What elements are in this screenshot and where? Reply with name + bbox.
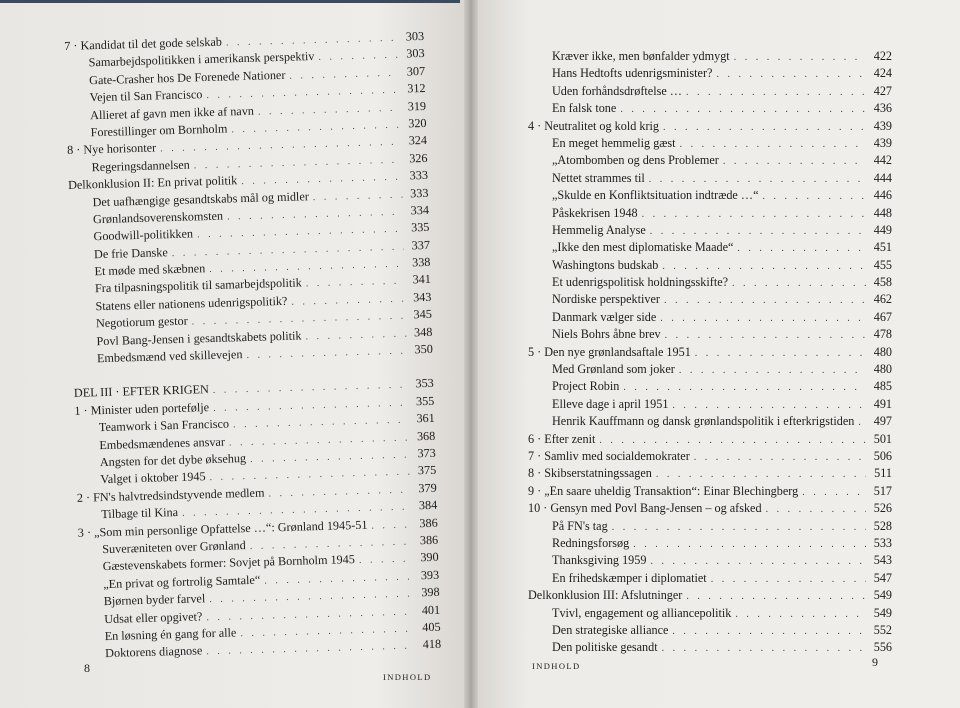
toc-subentry: [528, 257, 892, 274]
dot-leader: [858, 414, 866, 431]
toc-page-number: 324: [408, 133, 428, 148]
toc-entry-title: Gate-Crasher hos De Forenede Nationer: [88, 67, 286, 88]
toc-entry-title: Embedsmændenes ansvar: [99, 434, 226, 452]
toc-entry-title: Tilbage til Kina: [101, 505, 179, 522]
toc-entry-title: DEL III · EFTER KRIGEN: [73, 382, 210, 401]
toc-page-number: 320: [408, 115, 427, 131]
toc-page-number: 303: [406, 46, 425, 61]
dot-leader: [672, 397, 866, 414]
toc-page-number: 373: [417, 445, 436, 461]
toc-subentry: [528, 535, 892, 552]
toc-page-number: 384: [418, 497, 438, 513]
toc-entry-title: Tvivl, engagement og alliancepolitik: [552, 605, 732, 620]
toc-entry-title: Niels Bohrs åbne brev: [552, 327, 661, 342]
toc-entry: [528, 431, 892, 448]
toc-entry-title: En frihedskæmper i diplomatiet: [552, 570, 707, 585]
toc-entry-title: Danmark vælger side: [552, 309, 657, 324]
toc-page-number: 501: [873, 431, 892, 446]
toc-entry-title: Et udenrigspolitisk holdningsskifte?: [552, 275, 729, 290]
toc-entry: [528, 344, 892, 361]
running-head-right: INDHOLD: [532, 661, 581, 671]
toc-entry-title: Elleve dage i april 1951: [552, 396, 669, 411]
toc-page-number: 552: [873, 622, 892, 637]
toc-page-number: 556: [873, 640, 892, 655]
toc-page-number: 319: [407, 98, 427, 113]
dot-leader: [664, 292, 866, 309]
toc-page-number: 467: [873, 309, 892, 324]
toc-page-number: 446: [873, 188, 892, 203]
dot-leader: [680, 136, 866, 153]
toc-entry-title: Angsten for det dybe øksehug: [99, 451, 247, 470]
dot-leader: [612, 519, 866, 536]
running-head-left: INDHOLD: [383, 672, 432, 682]
toc-entry-title: Påskekrisen 1948: [552, 205, 638, 220]
toc-subentry: [528, 65, 892, 82]
toc-entry-title: Den politiske gesandt: [552, 640, 658, 655]
dot-leader: [206, 638, 415, 661]
toc-page-number: 386: [419, 532, 439, 548]
toc-subentry: [528, 187, 892, 204]
dot-leader: [723, 153, 866, 170]
toc-page-number: 333: [409, 185, 429, 200]
toc-entry-title: „Ikke den mest diplomatiske Maade“: [552, 240, 734, 255]
toc-page-number: 424: [873, 66, 892, 81]
toc-entry: [528, 587, 892, 604]
book-gutter: [464, 0, 478, 708]
toc-page-number: 533: [873, 535, 892, 550]
toc-entry-title: Valget i oktober 1945: [100, 469, 206, 487]
toc-entry-title: Thanksgiving 1959: [552, 553, 647, 568]
dot-leader: [662, 258, 866, 275]
toc-subentry: [528, 222, 892, 239]
toc-page-number: 335: [410, 220, 430, 235]
toc-page-number: 506: [873, 448, 892, 463]
dot-leader: [672, 623, 866, 640]
toc-subentry: [528, 413, 892, 430]
toc-entry-title: Delkonklusion II: En privat politik: [67, 173, 238, 193]
toc-subentry: [528, 152, 892, 169]
toc-page-number: 341: [412, 272, 432, 287]
toc-page-number: 480: [873, 362, 892, 377]
toc-page-number: 427: [873, 83, 892, 98]
dot-leader: [686, 588, 866, 605]
dot-leader: [665, 327, 866, 344]
toc-entry-title: På FN's tag: [552, 518, 608, 533]
toc-entry-title: Delkonklusion III: Afslutninger: [528, 588, 683, 603]
dot-leader: [649, 171, 866, 188]
toc-entry-title: Samarbejdspolitikken i amerikansk perspektiv: [88, 49, 315, 70]
toc-subentry: [528, 274, 892, 291]
toc-entry-title: Nettet strammes til: [552, 170, 645, 185]
page-number-right: 9: [872, 655, 878, 669]
toc-page-number: 307: [406, 63, 426, 79]
toc-subentry: [528, 552, 892, 569]
toc-entry-title: „En privat og fortrolig Samtale“: [103, 572, 261, 591]
dot-leader: [662, 640, 866, 657]
toc-page-number: 405: [422, 619, 441, 635]
dot-leader: [802, 484, 866, 501]
toc-entry-title: 7 · Kandidat til det gode selskab: [64, 34, 223, 53]
toc-subentry: [528, 239, 892, 256]
toc-subentry: [528, 48, 892, 65]
toc-page-number: 449: [873, 222, 892, 237]
toc-subentry: [528, 170, 892, 187]
dot-leader: [734, 49, 866, 66]
toc-entry-title: En løsning én gang for alle: [104, 625, 237, 643]
toc-page-number: 390: [420, 550, 439, 565]
toc-entry-title: 8 · Nye horisonter: [66, 140, 157, 158]
dot-leader: [694, 449, 866, 466]
dot-leader: [686, 84, 866, 101]
left-page: [0, 0, 470, 708]
dot-leader: [620, 101, 866, 118]
toc-entry-title: Et møde med skæbnen: [94, 261, 206, 279]
toc-entry-title: 6 · Efter zenit: [528, 431, 596, 446]
toc-entry: [528, 448, 892, 465]
toc-entry-title: Nordiske perspektiver: [552, 292, 660, 307]
toc-page-number: 418: [422, 636, 442, 652]
toc-entry-title: 7 · Samliv med socialdemokrater: [528, 448, 690, 463]
toc-entry-title: Hemmelig Analyse: [552, 222, 646, 237]
dot-leader: [716, 66, 866, 83]
toc-page-number: 478: [873, 327, 892, 342]
dot-leader: [737, 240, 866, 257]
toc-entry-title: 5 · Den nye grønlandsaftale 1951: [528, 344, 691, 359]
toc-entry-title: Forestillinger om Bornholm: [90, 121, 228, 140]
toc-page-number: 491: [873, 396, 892, 411]
toc-page-number: 462: [873, 292, 892, 307]
toc-page-number: 439: [873, 118, 892, 133]
toc-entry-title: Hans Hedtofts udenrigsminister?: [552, 66, 713, 81]
toc-entry-title: „Atombomben og dens Problemer: [552, 153, 719, 168]
top-edge: [0, 0, 460, 3]
toc-subentry: [528, 205, 892, 222]
toc-page-number: 444: [873, 170, 892, 185]
toc-entry-title: 9 · „En saare uheldig Transaktion“: Einar Blechingberg: [528, 483, 799, 498]
dot-leader: [711, 571, 866, 588]
toc-entry-title: 8 · Skibserstatningssagen: [528, 466, 652, 481]
toc-subentry: [528, 518, 892, 535]
dot-leader: [660, 310, 866, 327]
toc-entry-title: „Skulde en Konfliktsituation indtræde …“: [552, 188, 759, 203]
toc-subentry: [528, 361, 892, 378]
toc-entry: [528, 500, 892, 517]
toc-entry-title: Den strategiske alliance: [552, 622, 669, 637]
toc-page-number: 379: [418, 480, 437, 496]
toc-page-number: 398: [421, 584, 440, 600]
toc-page-number: 303: [405, 28, 425, 44]
toc-entry: [528, 483, 892, 500]
toc-entry-title: Suveræniteten over Grønland: [102, 538, 246, 557]
toc-page-number: 326: [409, 150, 428, 166]
toc-entry: [528, 465, 892, 482]
toc-page-number: 526: [873, 501, 892, 516]
toc-subentry: [528, 326, 892, 343]
toc-entry-title: Negotiorum gestor: [95, 313, 188, 331]
dot-leader: [735, 606, 866, 623]
dot-leader: [633, 536, 866, 553]
toc-page-number: 543: [873, 553, 892, 568]
toc-page-number: 353: [415, 376, 434, 391]
toc-page-number: 355: [415, 393, 435, 409]
toc-entry-title: Grønlandsoverenskomsten: [92, 208, 224, 227]
toc-page-number: 442: [873, 153, 892, 168]
dot-leader: [695, 345, 866, 362]
toc-page-number: 343: [412, 289, 432, 305]
toc-subentry: [528, 83, 892, 100]
toc-entry-title: Gæstevenskabets former: Sovjet på Bornholm 1945: [102, 552, 356, 574]
toc-page-number: 345: [413, 307, 433, 322]
toc-page-number: 528: [873, 518, 892, 533]
toc-page-number: 451: [873, 240, 892, 255]
toc-page-number: 312: [407, 81, 426, 96]
toc-page-number: 334: [410, 202, 430, 218]
toc-list-right: [528, 48, 892, 657]
toc-page-number: 549: [873, 588, 892, 603]
toc-entry-title: Bjørnen byder farvel: [103, 591, 206, 609]
toc-page-number: 547: [873, 570, 892, 585]
toc-page-number: 480: [873, 344, 892, 359]
toc-entry-title: Statens eller nationens udenrigspolitik?: [95, 293, 288, 314]
toc-entry-title: 4 · Neutralitet og kold krig: [528, 118, 659, 133]
toc-page-number: 549: [873, 605, 892, 620]
toc-entry-title: 10 · Gensyn med Povl Bang-Jensen – og afsked: [528, 501, 762, 516]
toc-entry-title: En meget hemmelig gæst: [552, 135, 676, 150]
toc-page-number: 333: [409, 168, 429, 183]
toc-entry-title: Med Grønland som joker: [552, 362, 675, 377]
toc-entry-title: Vejen til San Francisco: [89, 87, 203, 105]
toc-subentry: [528, 309, 892, 326]
toc-entry-title: Goodwill-politikken: [93, 226, 194, 244]
toc-page-number: 497: [873, 414, 892, 429]
toc-entry-title: Redningsforsøg: [552, 535, 630, 550]
dot-leader: [656, 466, 866, 483]
toc-page-number: 393: [420, 567, 440, 582]
toc-page-number: 517: [873, 483, 892, 498]
toc-subentry: [528, 639, 892, 656]
toc-page-number: 338: [411, 254, 431, 270]
toc-page-number: 422: [873, 49, 892, 63]
toc-page-number: 485: [873, 379, 892, 394]
toc-page-number: 511: [874, 466, 892, 481]
toc-entry-title: En falsk tone: [552, 101, 617, 116]
toc-entry-title: Allieret af gavn men ikke af navn: [89, 103, 255, 122]
toc-subentry: [528, 378, 892, 395]
dot-leader: [359, 551, 413, 570]
toc-page-number: 350: [414, 341, 434, 357]
dot-leader: [762, 188, 866, 205]
toc-page-number: 458: [873, 275, 892, 290]
toc-subentry: [528, 100, 892, 117]
toc-page-number: 348: [413, 324, 433, 339]
dot-leader: [599, 432, 866, 449]
toc-page-number: 448: [873, 205, 892, 220]
dot-leader: [642, 206, 866, 223]
toc-page-number: 368: [416, 428, 436, 443]
dot-leader: [650, 223, 866, 240]
dot-leader: [732, 275, 866, 292]
dot-leader: [766, 501, 866, 518]
toc-page-number: 436: [873, 101, 892, 116]
toc-page-number: 337: [411, 237, 431, 253]
toc-subentry: [528, 291, 892, 308]
toc-list-left: [64, 28, 441, 663]
toc-entry-title: Regeringsdannelsen: [91, 157, 190, 175]
dot-leader: [663, 119, 866, 136]
toc-entry-title: Det uafhængige gesandtskabs mål og midler: [92, 188, 309, 209]
toc-entry-title: Uden forhåndsdrøftelse …: [552, 83, 682, 98]
toc-entry-title: Washingtons budskab: [552, 257, 659, 272]
toc-entry-title: Povl Bang-Jensen i gesandtskabets politik: [96, 328, 302, 348]
dot-leader: [679, 362, 866, 379]
toc-entry-title: De frie Danske: [93, 244, 168, 261]
toc-entry-title: Kræver ikke, men bønfalder ydmygt: [552, 49, 730, 63]
toc-subentry: [528, 605, 892, 622]
toc-entry-title: Teamwork i San Francisco: [98, 416, 230, 435]
toc-entry: [528, 118, 892, 135]
toc-entry-title: 2 · FN's halvtredsindstyvende medlem: [76, 485, 265, 505]
dot-leader: [371, 516, 412, 535]
toc-entry-title: Project Robin: [552, 379, 620, 394]
toc-subentry: [528, 396, 892, 413]
toc-entry-title: Doktorens diagnose: [105, 643, 203, 661]
toc-entry-title: 3 · „Som min personlige Opfattelse …“: Grønland 1945-51: [77, 517, 368, 540]
toc-entry-title: Fra tilpasningspolitik til samarbejdspolitik: [94, 275, 302, 296]
toc-entry-title: Udsat eller opgivet?: [104, 608, 203, 626]
dot-leader: [623, 379, 866, 396]
toc-subentry: [528, 570, 892, 587]
toc-entry-title: Embedsmænd ved skillevejen: [96, 347, 243, 366]
toc-page-number: 361: [416, 411, 435, 426]
toc-entry-title: Henrik Kauffmann og dansk grønlandspolitik i efterkrigstiden: [552, 414, 855, 429]
toc-page-number: 401: [421, 602, 441, 617]
dot-leader: [318, 47, 399, 67]
toc-subentry: [528, 135, 892, 152]
toc-page-number: 386: [419, 515, 438, 530]
page-number-left: 8: [84, 661, 90, 675]
dot-leader: [650, 553, 866, 570]
toc-page-number: 439: [873, 135, 892, 150]
toc-page-number: 375: [417, 463, 437, 478]
toc-subentry: [528, 622, 892, 639]
toc-entry-title: 1 · Minister uden portefølje: [74, 399, 210, 418]
toc-page-number: 455: [873, 257, 892, 272]
